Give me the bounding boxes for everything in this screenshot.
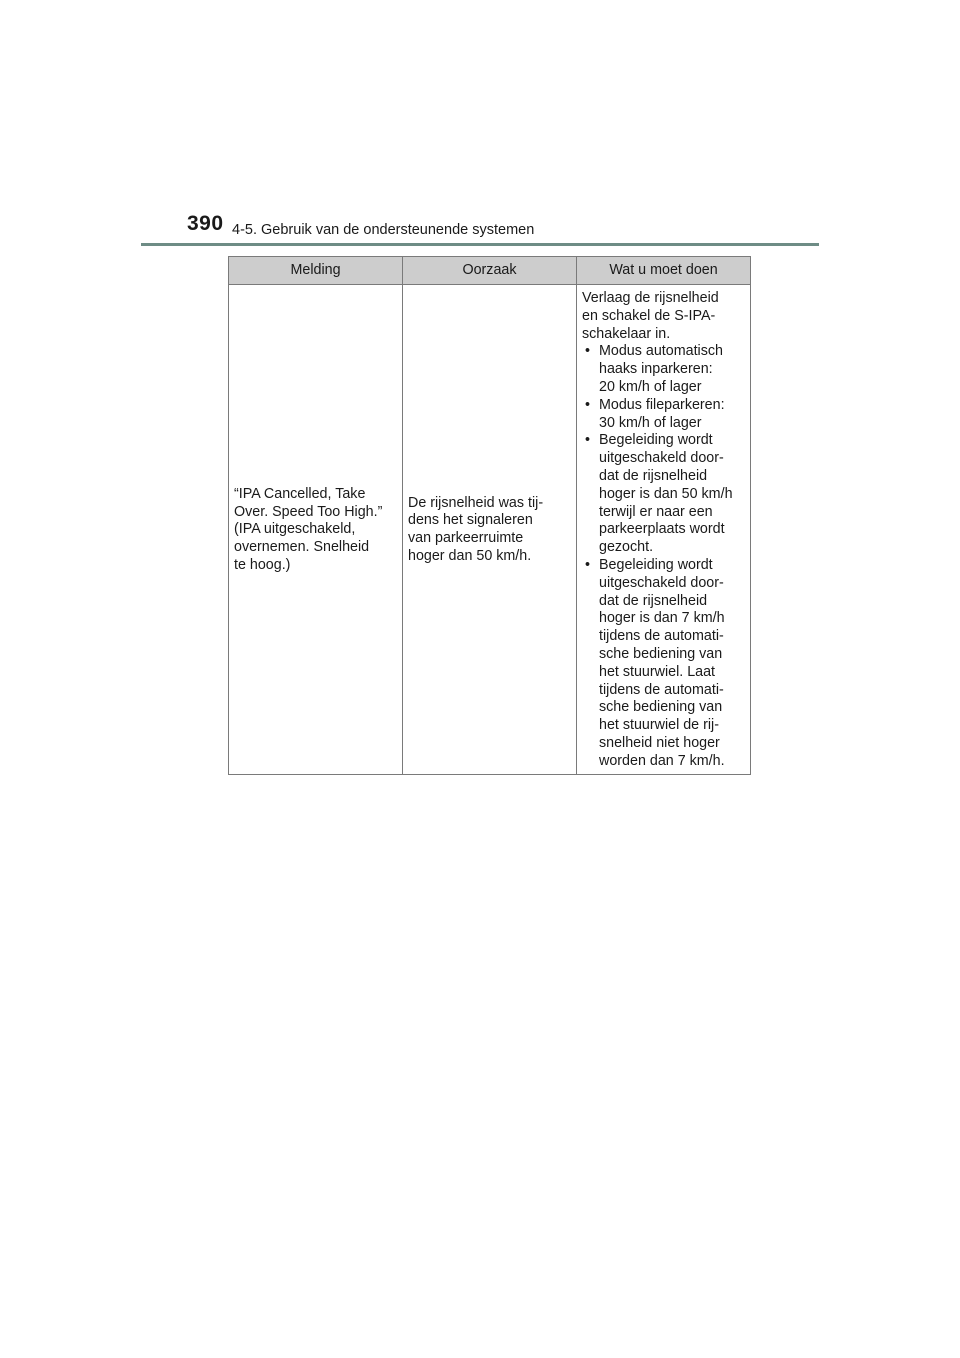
column-header-oorzaak: Oorzaak <box>403 257 577 285</box>
table-row <box>229 285 751 775</box>
column-header-actie: Wat u moet doen <box>577 257 751 285</box>
table-header-row <box>229 257 751 285</box>
message-table <box>228 256 751 775</box>
list-item: • Begeleiding wordt uitgeschakeld door- dat de rijsnelheid hoger is dan 7 km/h tijdens de automati- sche bediening van het stuurwiel. Laat tijdens de automati- sche bediening van het stuurwiel de rij- snelheid niet hoger worden dan 7 km/h. <box>582 557 745 771</box>
header-rule <box>141 243 819 246</box>
oorzaak-cell: De rijsnelheid was tij- dens het signaleren van parkeerruimte hoger dan 50 km/h. <box>403 285 577 775</box>
list-item: • Modus fileparkeren: 30 km/h of lager <box>582 397 745 433</box>
actie-intro: Verlaag de rijsnelheid en schakel de S-IPA- schakelaar in. <box>582 290 719 342</box>
actie-cell <box>577 285 751 775</box>
section-title: 4-5. Gebruik van de ondersteunende systemen <box>232 222 535 238</box>
actie-list <box>582 343 745 770</box>
list-item: • Begeleiding wordt uitgeschakeld door- dat de rijsnelheid hoger is dan 50 km/h terwijl er naar een parkeerplaats wordt gezocht. <box>582 432 745 557</box>
page-number: 390 <box>187 212 224 235</box>
list-item: • Modus automatisch haaks inparkeren: 20 km/h of lager <box>582 343 745 396</box>
melding-cell: “IPA Cancelled, Take Over. Speed Too High.” (IPA uitgeschakeld, overnemen. Snelheid te hoog.) <box>229 285 403 775</box>
column-header-melding: Melding <box>229 257 403 285</box>
